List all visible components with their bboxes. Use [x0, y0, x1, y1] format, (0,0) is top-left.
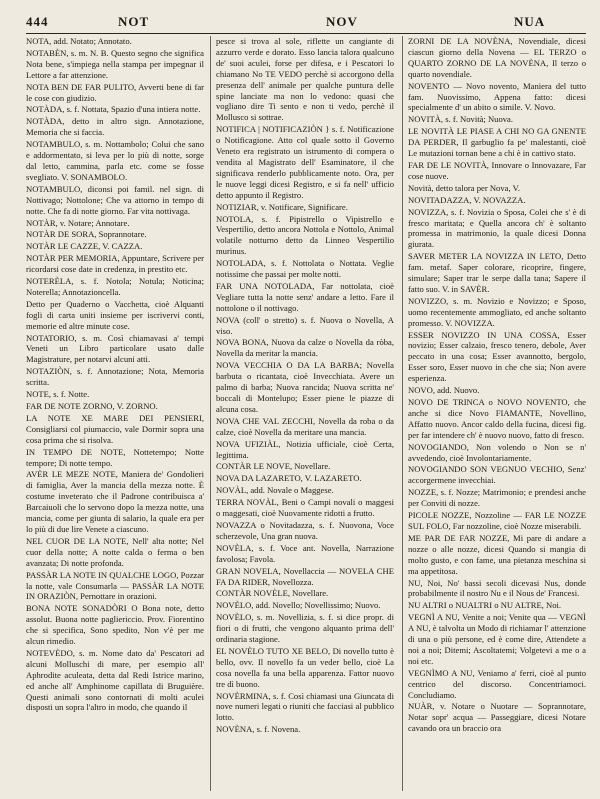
dictionary-entry: SAVER METER LA NOVIZZA IN LETO, Detto fam. metaf. Saper colorare, ricoprire, fingere, simulare; Saper trar le serpe dalla tana; Sapere il fatto suo. V. in SAVÈR. — [408, 251, 586, 294]
dictionary-entry: NEL CUOR DE LA NOTE, Nell' alta notte; Nel cuor della notte; A notte calda o ferma o ben avanzata; Di notte profonda. — [26, 535, 204, 568]
dictionary-entry: NOVA BONA, Nuova da calze o Novella da ròba, Novella da meritar la mancia. — [216, 337, 394, 359]
dictionary-entry: BONA NOTE SONADÒRI O Bona note, detto assolut. Buona notte pagliericcio. Prov. Fiorentino che si specifica, Sono spedito, Non v'è per me alcun rimedio. — [26, 603, 204, 647]
page-header — [26, 14, 586, 32]
dictionary-entry: NOVA DA LAZARETO, V. LAZARETO. — [216, 473, 362, 484]
dictionary-entry: NOVIZZA, s. f. Novizia o Sposa, Colei che s' è di fresco maritata; e Quella ancora ch' è soltanto promessa in matrimonio, la quale dicesi Donna giurata. — [408, 206, 586, 250]
dictionary-entry: pesce si trova al sole, riflette un cangiante di azzurro verde e dorato. Esso lancia talora qualcuno de' suoi aculei, forse per difesa, e i Pescatori lo chiamano No TE VEDO perchè si accorgono della presenza dell' animale per qualche puntura delle spine lanciate ma non lo vedono: quasi che vogliano dire Ti sento e non ti vedo, perchè il Mollusco si sottrae. — [216, 36, 394, 123]
dictionary-entry: NOVITÀ, s. f. Novità; Nuova. — [408, 114, 514, 125]
dictionary-entry: NUÀR, v. Notare o Nuotare — Soprannotare, Notar sopr' acqua — Passeggiare, dicesi Notare cavando ora un braccio ora — [408, 701, 586, 734]
dictionary-entry: NOVÈRMINA, s. f. Così chiamasi una Giuncata di nove numeri legati o riuniti che facciasi al pubblico lotto. — [216, 690, 394, 723]
dictionary-entry: NOVÀL, add. Novale o Maggese. — [216, 485, 334, 496]
dictionary-entry: NOTÀR PER MEMORIA, Appuntare, Scrivere per ricordarsi cose date in credenza, in prestito etc. — [26, 253, 204, 275]
column-divider — [210, 36, 211, 791]
dictionary-entry: VEGNÌ A NU, Venite a noi; Venite qua — VEGNÌ A NU, è talvolta un Modo di richiamar l' attenzione di una o più persone, ed è come dire, Attendete a noi a noi; Ditemi; Ascoltatemi; Volgetevi a me o a noi etc. — [408, 612, 586, 666]
dictionary-entry: CONTÀR NOVÈLE, Novellare. — [216, 588, 329, 599]
dictionary-entry: NOVA (coll' o stretto) s. f. Nuova o Novella, A viso. — [216, 314, 394, 336]
dictionary-entry: FAR UNA NOTOLADA, Far nottolata, cioè Vegliare tutta la notte senz' andare a letto. Fare il nottolone o il nottivago. — [216, 280, 394, 313]
dictionary-entry: LE NOVITÀ LE PIASE A CHI NO GA GNENTE DA PERDER, Il garbuglio fa pe' malestanti, cioè Le mutazioni tornan bene a chi è in cattivo stato. — [408, 126, 586, 159]
dictionary-entry: NOTA BEN DE FAR PULITO, Avverti bene di far le cose con giudizio. — [26, 81, 204, 103]
dictionary-entry: NOVÈLO, s. m. Novellizia, s. f. si dice propr. di fiori o di frutti, che vengono alquanto prima dell' ordinaria stagione. — [216, 612, 394, 645]
column-divider — [402, 36, 403, 791]
dictionary-entry: NOTE, s. f. Notte. — [26, 389, 90, 400]
dictionary-entry: NOVAZZA o Novitadazza, s. f. Nuovona, Voce scherzevole, Una gran nuova. — [216, 519, 394, 541]
page-number: 444 — [26, 14, 49, 29]
dictionary-entry: AVÈR LE MEZE NOTE, Maniera de' Gondolieri di famiglia, Aver la mancia della mezza notte. È costume inveterato che il Padrone contribuisca a' Barcaiuoli che lo servono dopo la mezza notte, una mancia, come per giunta di salario, la quale era per lo più di due lire Venete a ciascuno. — [26, 469, 204, 534]
dictionary-entry: NOTOLA, s. f. Pipistrello o Vipistrello e Vespertilio, detto ancora Nottola e Nottolo, Animal volatile notturno detto da Linneo Vespertilio murinus. — [216, 213, 394, 257]
running-head-middle: NOV — [326, 14, 358, 29]
running-head-left: NOT — [118, 14, 150, 29]
dictionary-entry: VEGNÌMO A NU, Veniamo a' ferri, cioè al punto centrico del discorso. Concentriamoci. Concludiamo. — [408, 667, 586, 700]
dictionary-entry: Novità, detto talora per Nova, V. — [408, 182, 520, 193]
dictionary-entry: NOTÀR, v. Notare; Annotare. — [26, 217, 130, 228]
dictionary-entry: NOVA UFIZIÀL, Notizia ufficiale, cioè Certa, legittima. — [216, 438, 394, 460]
dictionary-entry: NOTAMBULO, s. m. Nottambolo; Colui che sano e addormentato, si leva per lo più di notte, sorge dal letto, cammina, parla etc. come se fosse svegliato. V. SONAMBOLO. — [26, 139, 204, 182]
column-2 — [216, 36, 394, 791]
dictionary-entry: NOTERÈLA, s. f. Notola; Notula; Noticina; Noterella; Annotazioncella. — [26, 276, 204, 297]
dictionary-entry: NOVO DE TRINCA o NOVO NOVENTO, che anche si dice Novo FIAMANTE, Novellino, Affatto nuovo. Ancor caldo della fucina, dicesi fig. per far intendere ch' è nuovo nuovo, fatto di fresco. — [408, 397, 586, 440]
dictionary-entry: EL NOVÈLO TUTO XE BELO, Di novello tutto è bello, ovv. Il novello fa un veder bello, cioè La cosa novella fa una bella apparenza. Fattor nuovo tre dì buono. — [216, 645, 394, 689]
dictionary-entry: NOTABÈN, s. m. N. B. Questo segno che significa Nota bene, s'impiega nella stampa per impegnar il Lettore a far attenzione. — [26, 47, 204, 80]
dictionary-entry: NOTATORIO, s. m. Così chiamavasi a' tempi Veneti un Libro particolare usato dalle Magistrature, per notarvi alcuni atti. — [26, 332, 204, 365]
dictionary-entry: NOTÀDA, s. f. Nottata, Spazio d'una intiera notte. — [26, 104, 201, 115]
dictionary-entry: ZORNI DE LA NOVÈNA, Novendiale, dicesi ciascun giorno della Novena — EL TERZO o QUARTO ZORNO DE LA NOVÈNA, Il terzo o quarto novendiale. — [408, 36, 586, 79]
dictionary-entry: NOTA, add. Notato; Annotato. — [26, 36, 132, 46]
dictionary-entry: PASSÀR LA NOTE IN QUALCHE LOGO, Pozzar la notte, vale Consumarla — PASSÀR LA NOTE IN ORAZIÒN, Pernottare in orazioni. — [26, 569, 204, 602]
dictionary-entry: GRAN NOVELA, Novellaccia — NOVELA CHE FA DA RIDER, Novellozza. — [216, 565, 394, 587]
dictionary-entry: IN TEMPO DE NOTE, Nottetempo; Notte tempore; Di notte tempo. — [26, 446, 204, 468]
dictionary-entry: NOTEVÈDO, s. m. Nome dato da' Pescatori ad alcuni Molluschi di mare, per esempio all' Aphrodite aculeata, detta dal Redi Istrice marino, ed anche all' Amphinome capillata di Bruguière. Questi animali sono contornati di molti aculei disposti un sopra l'altro in modo, che quando il — [26, 647, 204, 713]
header-rule — [26, 33, 586, 34]
dictionary-entry: FAR DE LE NOVITÀ, Innovare o Innovazare, Far cose nuove. — [408, 159, 586, 181]
dictionary-entry: NOVENTO — Novo novento, Maniera del tutto fam. Nuovissimo, Appena fatto: dicesi specialmente d' un abito o simile. V. Novo. — [408, 80, 586, 113]
dictionary-entry: Detto per Quaderno o Vacchetta, cioè Alquanti fogli di carta uniti insieme per iscrivervi conti, memorie ed altre minute cose. — [26, 298, 204, 331]
dictionary-entry: NOTIFICA | NOTIFICAZIÒN } s. f. Notificazione o Notificagione. Atto col quale sotto il Governo Veneto era registrato un istrumento di compera o vendita al Magistrato dell' Esaminatore, il che significava renderlo pubblicamente noto. Ora, per le nuove leggi dicesi Registro, e si fa nell' ufficio detto appunto il Registro. — [216, 124, 394, 200]
dictionary-entry: NOVA CHE VAL ZECCHI, Novella da roba o da calze, cioè Novella da meritare una mancia. — [216, 415, 394, 437]
dictionary-entry: NOVOGIANDO, Non volendo o Non se n' avvedendo, cioè Involontariamente. — [408, 441, 586, 463]
dictionary-entry: NOTOLADA, s. f. Nottolata o Nottata. Veglie notissime che passai per molte notti. — [216, 258, 394, 280]
dictionary-entry: NOVA VECCHIA O DA LA BARBA; Novella barbuta o ricantata, cioè Invecchiata. Avere un palmo di barba; Nuova rancida; Nuova scritta ne' boccali di Montelupo; Esser piene le piazze di alcuna cosa. — [216, 360, 394, 414]
dictionary-entry: NOTÀDA, detto in altro sign. Annotazione, Memoria che si faccia. — [26, 116, 204, 138]
dictionary-entry: NOZZE, s. f. Nozze; Matrimonio; e prendesi anche per Conviti di nozze. — [408, 487, 586, 509]
dictionary-entry: NU ALTRI o NUALTRI o NU ALTRE, Noi. — [408, 600, 562, 611]
dictionary-entry: NU, Noi, No' bassi secoli dicevasi Nus, donde probabilmente il nostro Nu e il Nous de' Francesi. — [408, 577, 586, 599]
dictionary-entry: TERRA NOVÀL, Beni o Campi novali o maggesi o maggesati, cioè Nuovamente ridotti a frutto. — [216, 497, 394, 519]
dictionary-entry: ME PAR DE FAR NOZZE, Mi pare di andare a nozze o alle nozze, dicesi Quando si mangia di molto gusto, e con fame, una pietanza meschina si ma appetitosa. — [408, 532, 586, 576]
dictionary-entry: NOVÈLA, s. f. Voce ant. Novella, Narrazione favolosa; Favola. — [216, 542, 394, 564]
running-head-right: NUA — [514, 14, 546, 29]
dictionary-entry: NOVO, add. Nuovo. — [408, 385, 480, 396]
dictionary-entry: FAR DE NOTE ZORNO, V. ZORNO. — [26, 401, 158, 411]
dictionary-entry: NOTÀR DE SORA, Soprannotare. — [26, 229, 147, 240]
dictionary-entry: PICOLE NOZZE, Nozzoline — FAR LE NOZZE SUL FOLO, Far nozzoline, cioè Nozze miserabili. — [408, 510, 586, 531]
dictionary-entry: ESSER NOVIZZO IN UNA COSSA, Esser novizio; Esser calzaio, fresco tenero, debole, Aver peccato in una cosa; Esser avannotto, bergolo, Esser soro, Esser nuovo in che che sia; Non avere esperienza. — [408, 329, 586, 384]
dictionary-entry: CONTÀR LE NOVE, Novellare. — [216, 461, 331, 472]
column-3 — [408, 36, 586, 791]
dictionary-entry: NOVÈLO, add. Novello; Novellissimo; Nuovo. — [216, 600, 381, 611]
dictionary-entry: NOVIZZO, s. m. Novizio e Novizzo; e Sposo, uomo recentemente ammogliato, ed anche soltanto promesso. V. NOVIZZA. — [408, 295, 586, 328]
column-1 — [26, 36, 204, 791]
dictionary-entry: NOTAZIÒN, s. f. Annotazione; Nota, Memoria scritta. — [26, 366, 204, 388]
dictionary-entry: NOTIZIAR, v. Notificare, Significare. — [216, 201, 348, 212]
dictionary-entry: NOVÈNA, s. f. Novena. — [216, 724, 301, 735]
dictionary-entry: NOTAMBULO, diconsi poi famil. nel sign. di Nottivago; Nottolone; Che va attorno in tempo di notte. Che fa di notte giorno. Far vita nottivaga. — [26, 183, 204, 216]
dictionary-entry: NOVITADAZZA, V. NOVAZZA. — [408, 194, 526, 205]
dictionary-entry: LA NOTE XE MARE DEI PENSIERI, Consigliarsi col piumaccio, vale Dormir sopra una cosa prima che si risolva. — [26, 412, 204, 445]
dictionary-entry: NOVOGIANDO SON VEGNUO VECHIO, Senz' accorgermene invecchiai. — [408, 464, 586, 486]
dictionary-entry: NOTÀR LE CAZZE, V. CAZZA. — [26, 241, 143, 252]
